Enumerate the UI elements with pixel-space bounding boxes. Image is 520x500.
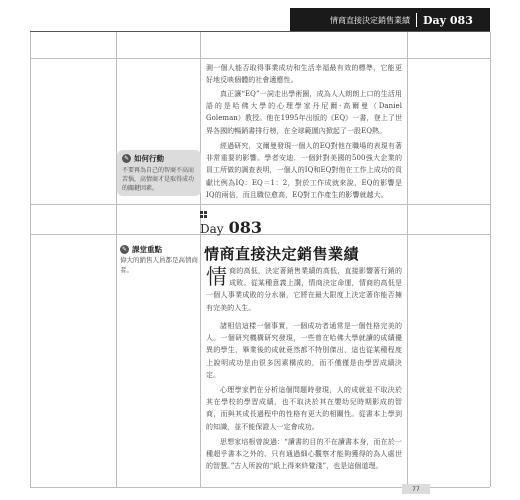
action-box-text: 不要再為自己的智商不高而苦惱，高情商才是取得成功的關鍵因素。: [122, 167, 195, 192]
page-number-box: [402, 484, 430, 494]
article-first-paragraph: [206, 265, 402, 314]
grid-line: [116, 32, 117, 487]
grid-line: [200, 32, 201, 487]
grid-line: [30, 58, 490, 59]
grid-line: [30, 32, 31, 487]
day-number: 083: [228, 218, 263, 237]
paragraph: 經過研究，文爾曼發現一個人的EQ對他在職場的表現有著非常重要的影響。學者安迪．一個針對美國的500強大企業的員工所做的調查表明，一個人的IQ和EQ對他在工作上成功的貢獻比例為IQ：EQ＝1：2，對於工作成就來說，EQ的影響是IQ的兩倍，而且職位愈高，EQ對工作產生的影響就越大。: [206, 142, 402, 199]
action-box-title: 如何行動: [134, 154, 164, 163]
lightbulb-icon: ✎: [123, 155, 130, 162]
day-marker: [200, 218, 262, 237]
header-rule: [30, 31, 490, 32]
grid-line: [490, 32, 491, 487]
grid-line: [407, 32, 408, 487]
page-number: 77: [412, 485, 420, 493]
article-title: 情商直接決定銷售業績: [204, 245, 360, 263]
paragraph: 思想家培根曾說過：“讀書的目的不在讀書本身，而在於一種超乎書本之外的、只有通過細心觀察才能夠獲得的為人處世的智慧。”古人所說的“紙上得來終覺淺”，也是這個道理。: [206, 438, 402, 471]
first-paragraph-text: 商的高低，決定著銷售業績的高低，直接影響著行銷的成敗。從某種意義上講，情商決定命運，情商的高低是一個人事業成敗的分水嶺，它將在最大限度上決定著你能否擁有完美的人生。: [206, 267, 402, 312]
header-separator: [416, 13, 417, 27]
pen-icon: ✎: [121, 246, 128, 253]
drop-cap: 情: [206, 265, 228, 289]
key-points-title: 課堂重點: [132, 245, 162, 254]
header-day-label: Day 083: [423, 13, 473, 27]
key-points-header: [120, 244, 162, 255]
key-points-text: 偉大的銷售人員都是高情商者。: [120, 256, 198, 274]
paragraph: 心理學家們在分析這個問題時發現，人的成就並不取決於其在學校的學習成績，也不取決於其在嬰幼兒時期影成的智商，而與其成長過程中的性格有更大的相關性。從書本上學到的知識，並不能保證人一定會成功。: [206, 386, 402, 431]
paragraph: 真正讓“EQ”一詞走出學術圈，成為人人朗朗上口的生活用語的是哈佛大學的心理學家丹尼爾·高爾曼（Daniel Goleman）教授。他在1995年出版的《EQ》一書，登上了世界各國的暢銷書排行榜，在全球範圍內掀起了一股EQ熱。: [206, 90, 402, 135]
header-bar: [290, 8, 490, 32]
header-title: 情商直接決定銷售業績: [330, 15, 410, 25]
paragraph: 諸相信這樣一個事實，一個成功者通常是一個性格完美的人。一個研究機構研究發現，一些曾在哈佛大學就讀的成績優異的學生，畢業後的成就竟然都不特別傑出，這也從某種程度上說明成功是由很多因素構成的，而不僅僅是由學習成績決定。: [206, 322, 402, 379]
day-word: Day: [200, 222, 224, 236]
grid-line: [30, 204, 490, 205]
paragraph: 測一個人能否取得事業成功和生活幸福最有效的標準，它能更好地反映個體的社會適應性。: [206, 64, 402, 85]
action-box: [117, 150, 201, 196]
